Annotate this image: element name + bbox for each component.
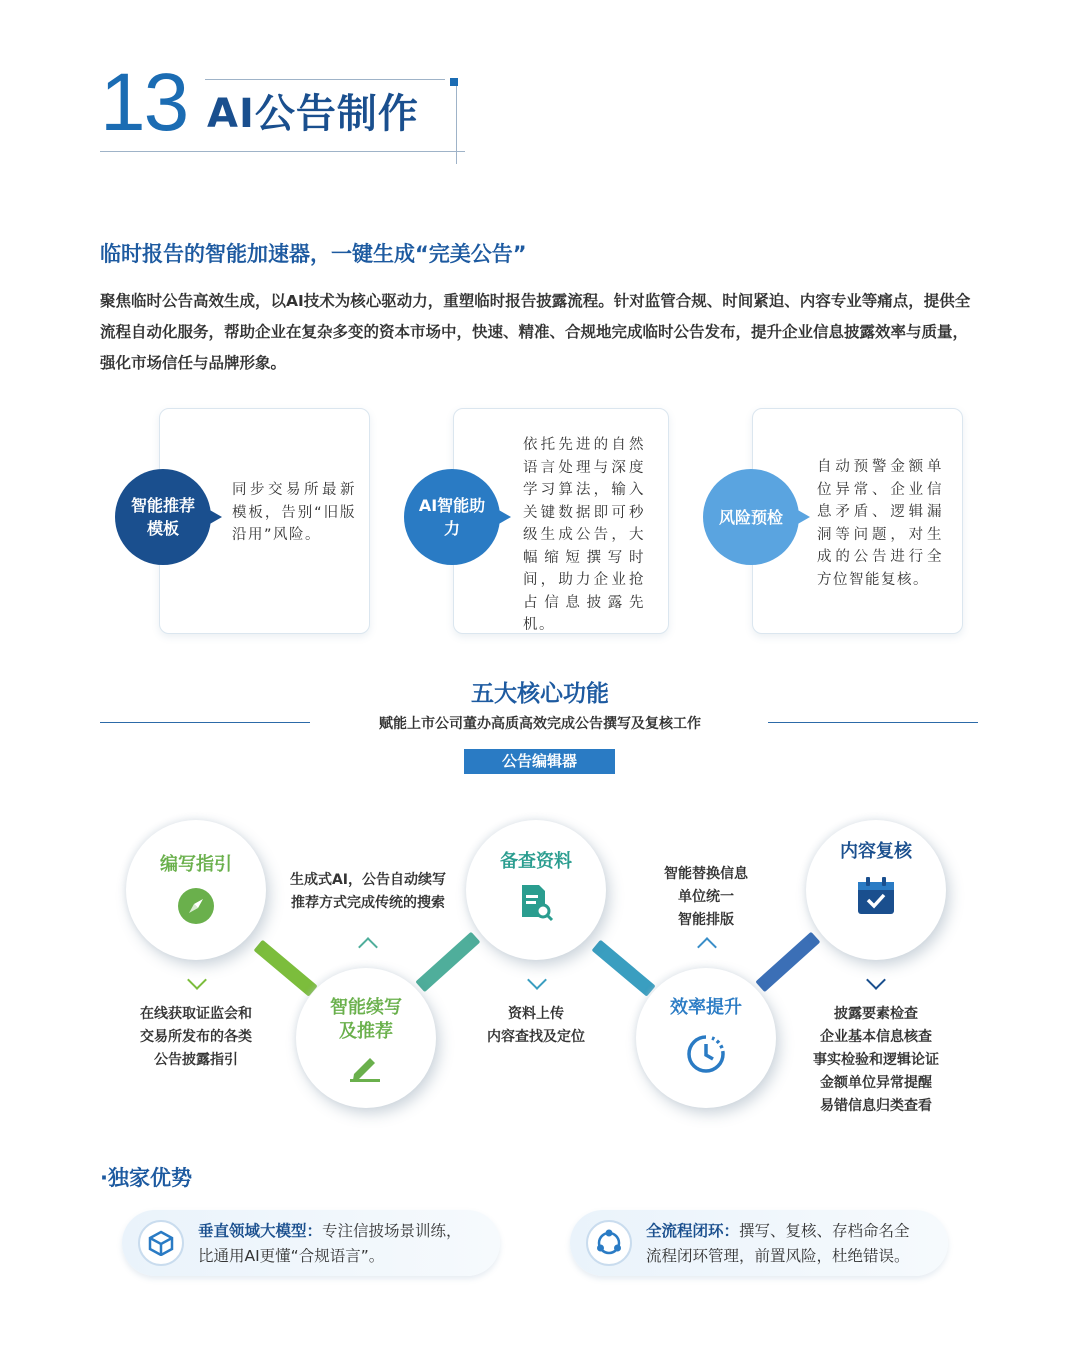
card-bubble-label: AI智能助力 — [418, 496, 486, 538]
cycle-icon-wrap — [586, 1220, 632, 1266]
chevron-down-icon — [527, 970, 547, 990]
feature-circle-efficiency — [636, 968, 776, 1108]
connector-1-2 — [254, 940, 318, 997]
feature-card-template — [130, 408, 370, 634]
header-divider-vertical — [456, 86, 457, 164]
card-description: 自动预警金额单位异常、企业信息矛盾、逻辑漏洞等问题，对生成的公告进行全方位智能复核。 — [817, 459, 943, 588]
feature-label: 效率提升 — [670, 997, 742, 1018]
card-bubble-risk — [703, 469, 799, 565]
advantage-vertical-model — [122, 1210, 500, 1276]
document-search-icon — [519, 883, 555, 923]
feature-label: 内容复核 — [840, 841, 912, 862]
core-section-subtitle: 赋能上市公司董办高质高效完成公告撰写及复核工作 — [379, 716, 701, 732]
advantage-full-cycle — [570, 1210, 948, 1276]
compass-icon — [177, 887, 215, 925]
chapter-title: AI公告制作 — [207, 91, 419, 137]
feature-label: 编写指引 — [160, 854, 232, 875]
section-subtitle: 临时报告的智能加速器，一键生成“完美公告” — [100, 242, 527, 266]
feature-circle-reference — [466, 820, 606, 960]
feature-card-risk — [718, 408, 963, 634]
advantage-text: 垂直领域大模型：专注信披场景训练， 比通用AI更懂“合规语言”。 — [198, 1222, 462, 1265]
core-section-title: 五大核心功能 — [471, 681, 609, 707]
pencil-icon — [348, 1052, 384, 1082]
header-accent-square — [450, 78, 458, 86]
calendar-check-icon — [856, 876, 896, 916]
advantages-title: ·独家优势 — [100, 1166, 192, 1190]
connector-2-3 — [415, 932, 480, 993]
feature-desc-reference: 资料上传 内容查找及定位 — [487, 1006, 585, 1045]
cube-icon-wrap — [138, 1220, 184, 1266]
feature-circle-continue — [296, 968, 436, 1108]
feature-desc-guide: 在线获取证监会和 交易所发布的各类 公告披露指引 — [140, 1006, 252, 1068]
feature-card-ai — [418, 408, 669, 634]
feature-desc-efficiency: 智能替换信息 单位统一 智能排版 — [664, 866, 748, 928]
chapter-number: 13 — [100, 57, 188, 148]
card-bubble-label: 智能推荐模板 — [130, 496, 195, 538]
clock-icon — [686, 1034, 726, 1074]
header-divider-top — [205, 79, 445, 80]
connector-3-4 — [592, 940, 656, 997]
card-bubble-label: 风险预检 — [718, 507, 783, 527]
card-description: 依托先进的自然语言处理与深度学习算法，输入关键数据即可秒级生成公告，大幅缩短撰写时间，助力企业抢占信息披露先机。 — [523, 437, 645, 633]
intro-paragraph: 聚焦临时公告高效生成，以AI技术为核心驱动力，重塑临时报告披露流程。针对监管合规、时间紧迫、内容专业等痛点，提供全流程自动化服务，帮助企业在复杂多变的资本市场中，快速、精准、合规地完成临时公告发布，提升企业信息披露效率与质量，强化市场信任与品牌形象。 — [100, 292, 971, 372]
card-description: 同步交易所最新模板，告别“旧版沿用”风险。 — [232, 482, 356, 543]
feature-label: 备查资料 — [500, 851, 572, 872]
card-bubble-ai — [404, 469, 500, 565]
cycle-icon — [595, 1229, 623, 1257]
feature-desc-review: 披露要素检查 企业基本信息核查 事实检验和逻辑论证 金额单位异常提醒 易错信息归类查看 — [813, 1006, 939, 1114]
feature-label: 智能续写及推荐 — [330, 997, 402, 1042]
card-bubble-template — [115, 469, 211, 565]
editor-badge: 公告编辑器 — [464, 749, 615, 774]
chevron-up-icon — [358, 937, 378, 957]
feature-circle-guide — [126, 820, 266, 960]
connector-4-5 — [755, 932, 820, 993]
cube-icon — [148, 1230, 174, 1256]
chevron-down-icon — [187, 970, 207, 990]
chevron-up-icon — [697, 937, 717, 957]
chevron-down-icon — [866, 970, 886, 990]
header-divider-bottom — [100, 151, 465, 152]
feature-circle-review — [806, 820, 946, 960]
feature-desc-continue: 生成式AI，公告自动续写 推荐方式完成传统的搜索 — [289, 872, 447, 911]
advantage-text: 全流程闭环：撰写、复核、存档命名全 流程闭环管理，前置风险，杜绝错误。 — [646, 1222, 910, 1265]
